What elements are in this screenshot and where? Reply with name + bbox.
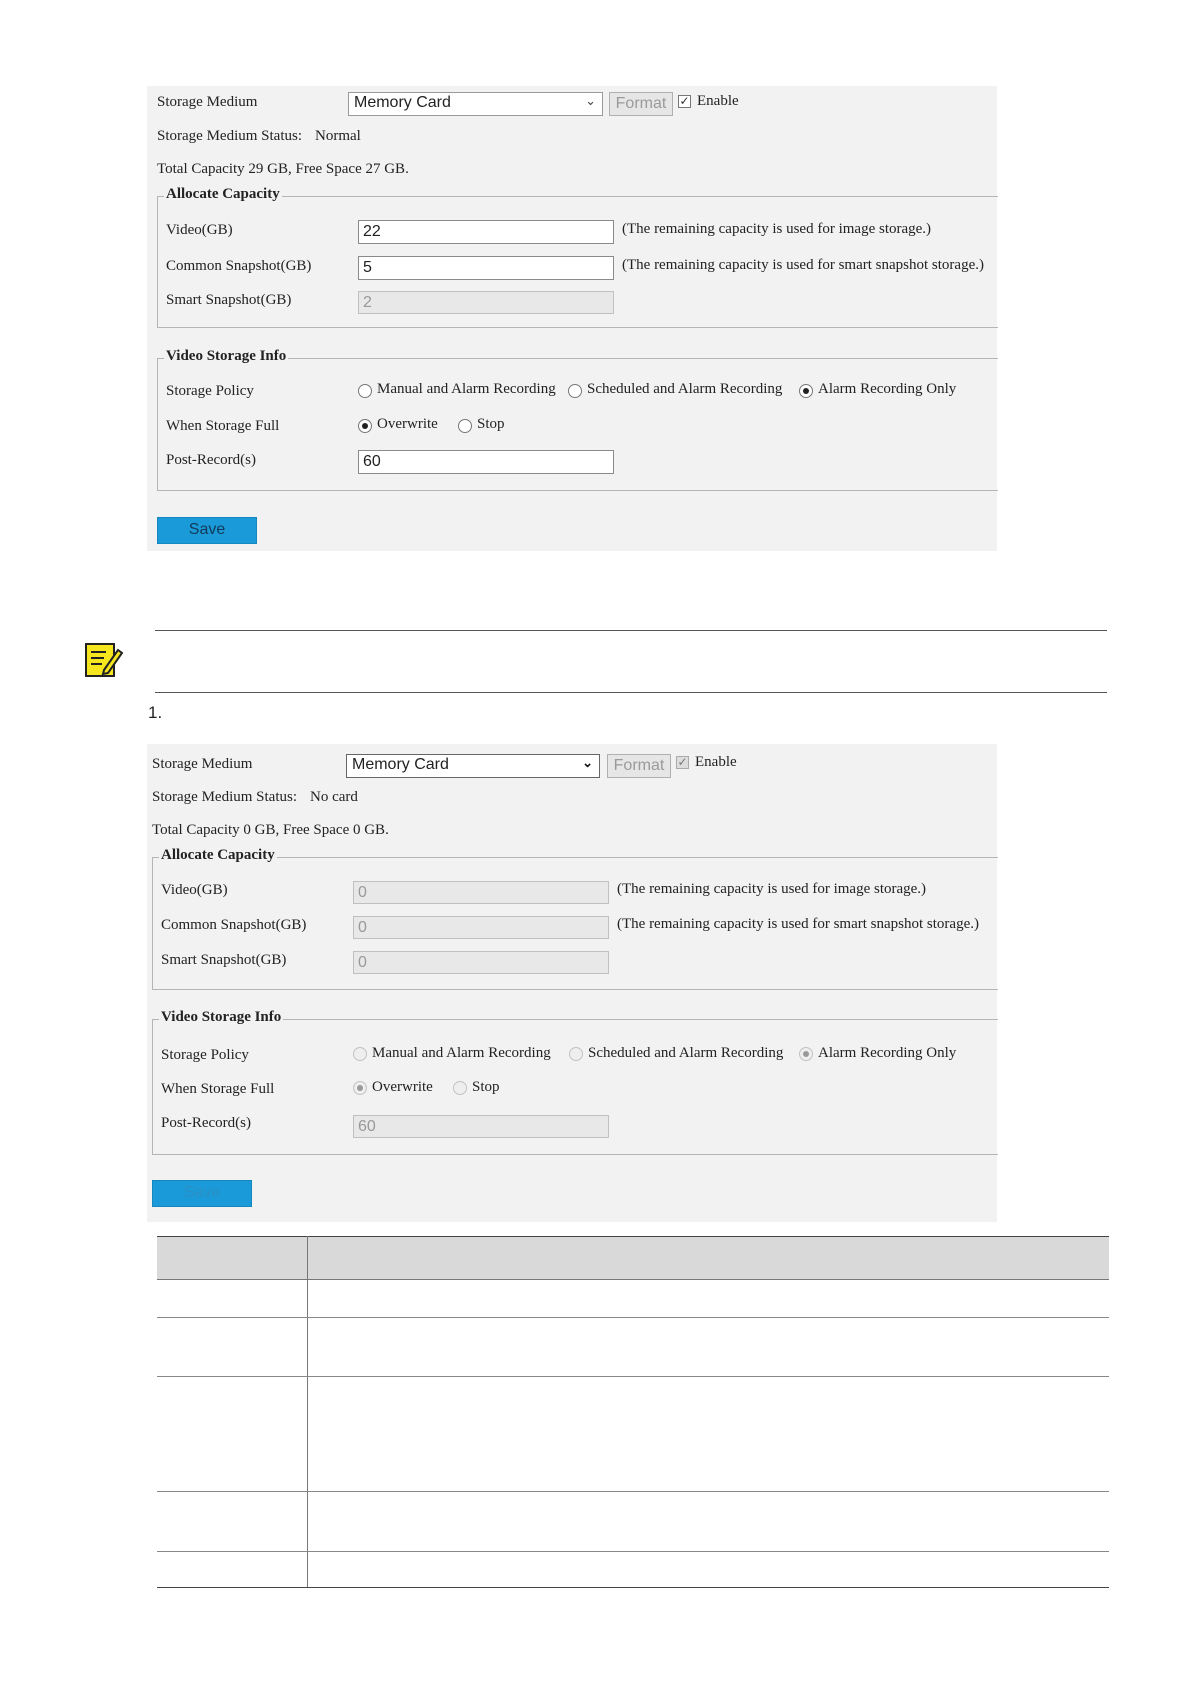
common-snapshot-label: Common Snapshot(GB) xyxy=(166,258,312,274)
common-snapshot-input[interactable]: 5 xyxy=(358,256,614,280)
smart-snapshot-input: 0 xyxy=(353,951,609,974)
smart-snapshot-input: 2 xyxy=(358,291,614,314)
overwrite-label: Overwrite xyxy=(377,416,438,432)
storage-policy-label: Storage Policy xyxy=(161,1047,249,1063)
policy-alarm-only-radio[interactable] xyxy=(799,384,813,398)
chevron-down-icon: ⌄ xyxy=(582,755,593,770)
stop-radio xyxy=(453,1081,467,1095)
policy-scheduled-label: Scheduled and Alarm Recording xyxy=(587,381,783,397)
storage-settings-panel-no-card xyxy=(147,744,997,1222)
storage-status-value: Normal xyxy=(315,128,361,144)
policy-manual-label: Manual and Alarm Recording xyxy=(377,381,556,397)
storage-medium-label: Storage Medium xyxy=(152,756,253,772)
allocate-capacity-group xyxy=(157,186,998,328)
storage-medium-label: Storage Medium xyxy=(157,94,258,110)
post-record-label: Post-Record(s) xyxy=(161,1115,251,1131)
video-storage-info-group xyxy=(152,1009,998,1155)
stop-radio[interactable] xyxy=(458,419,472,433)
storage-medium-value: Memory Card xyxy=(352,756,449,773)
enable-checkbox[interactable]: ✓ xyxy=(679,94,690,108)
video-storage-info-legend: Video Storage Info xyxy=(161,1009,282,1025)
common-snapshot-note: (The remaining capacity is used for smart snapshot storage.) xyxy=(622,257,984,273)
note-top-rule xyxy=(155,630,1107,631)
post-record-input[interactable]: 60 xyxy=(358,450,614,474)
note-bottom-rule xyxy=(155,692,1107,693)
enable-label: Enable xyxy=(695,754,737,770)
allocate-capacity-group xyxy=(152,847,998,990)
policy-scheduled-radio xyxy=(569,1047,583,1061)
capacity-summary: Total Capacity 29 GB, Free Space 27 GB. xyxy=(157,161,409,177)
stop-label: Stop xyxy=(472,1079,500,1095)
policy-alarm-only-label: Alarm Recording Only xyxy=(818,1045,957,1061)
storage-medium-value: Memory Card xyxy=(354,94,451,111)
overwrite-label: Overwrite xyxy=(372,1079,433,1095)
stop-label: Stop xyxy=(477,416,505,432)
when-storage-full-label: When Storage Full xyxy=(161,1081,275,1097)
video-gb-input: 0 xyxy=(353,881,609,904)
storage-status-value: No card xyxy=(310,789,358,805)
table-row-divider xyxy=(157,1551,1109,1552)
table-row-divider xyxy=(157,1491,1109,1492)
common-snapshot-input: 0 xyxy=(353,916,609,939)
video-gb-note: (The remaining capacity is used for image storage.) xyxy=(617,881,927,897)
enable-label: Enable xyxy=(697,93,739,109)
policy-alarm-only-label: Alarm Recording Only xyxy=(818,381,957,397)
storage-medium-select[interactable] xyxy=(346,754,600,778)
common-snapshot-label: Common Snapshot(GB) xyxy=(161,917,307,933)
video-gb-label: Video(GB) xyxy=(161,882,228,898)
format-button[interactable]: Format xyxy=(609,92,673,116)
storage-policy-label: Storage Policy xyxy=(166,383,254,399)
enable-checkbox: ✓ xyxy=(677,755,688,769)
parameter-table xyxy=(157,1236,1109,1588)
post-record-label: Post-Record(s) xyxy=(166,452,256,468)
policy-manual-radio xyxy=(353,1047,367,1061)
policy-scheduled-label: Scheduled and Alarm Recording xyxy=(588,1045,784,1061)
smart-snapshot-label: Smart Snapshot(GB) xyxy=(161,952,287,968)
when-storage-full-label: When Storage Full xyxy=(166,418,280,434)
video-gb-label: Video(GB) xyxy=(166,222,233,238)
storage-status-label: Storage Medium Status: xyxy=(152,789,297,805)
video-storage-info-group xyxy=(157,348,998,491)
policy-scheduled-radio[interactable] xyxy=(568,384,582,398)
storage-medium-select[interactable] xyxy=(348,92,603,116)
chevron-down-icon: ⌄ xyxy=(585,93,596,108)
common-snapshot-note: (The remaining capacity is used for smart snapshot storage.) xyxy=(617,916,979,932)
smart-snapshot-label: Smart Snapshot(GB) xyxy=(166,292,292,308)
note-pencil-icon xyxy=(84,640,124,680)
save-button[interactable]: Save xyxy=(157,517,257,544)
table-bottom-rule xyxy=(157,1587,1109,1588)
save-button: Save xyxy=(152,1180,252,1207)
table-header-row xyxy=(157,1236,1109,1280)
video-storage-info-legend: Video Storage Info xyxy=(166,348,287,364)
allocate-capacity-legend: Allocate Capacity xyxy=(161,847,275,863)
overwrite-radio xyxy=(353,1081,367,1095)
format-button: Format xyxy=(607,754,671,778)
overwrite-radio[interactable] xyxy=(358,419,372,433)
storage-status-label: Storage Medium Status: xyxy=(157,128,302,144)
table-row-divider xyxy=(157,1317,1109,1318)
table-row-divider xyxy=(157,1376,1109,1377)
allocate-capacity-legend: Allocate Capacity xyxy=(166,186,280,202)
policy-manual-label: Manual and Alarm Recording xyxy=(372,1045,551,1061)
policy-alarm-only-radio xyxy=(799,1047,813,1061)
post-record-input: 60 xyxy=(353,1115,609,1138)
step-number: 1. xyxy=(148,703,163,722)
video-gb-note: (The remaining capacity is used for image storage.) xyxy=(622,221,932,237)
video-gb-input[interactable]: 22 xyxy=(358,220,614,244)
policy-manual-radio[interactable] xyxy=(358,384,372,398)
storage-settings-panel-normal xyxy=(147,86,997,551)
capacity-summary: Total Capacity 0 GB, Free Space 0 GB. xyxy=(152,822,389,838)
table-column-divider xyxy=(307,1236,308,1588)
